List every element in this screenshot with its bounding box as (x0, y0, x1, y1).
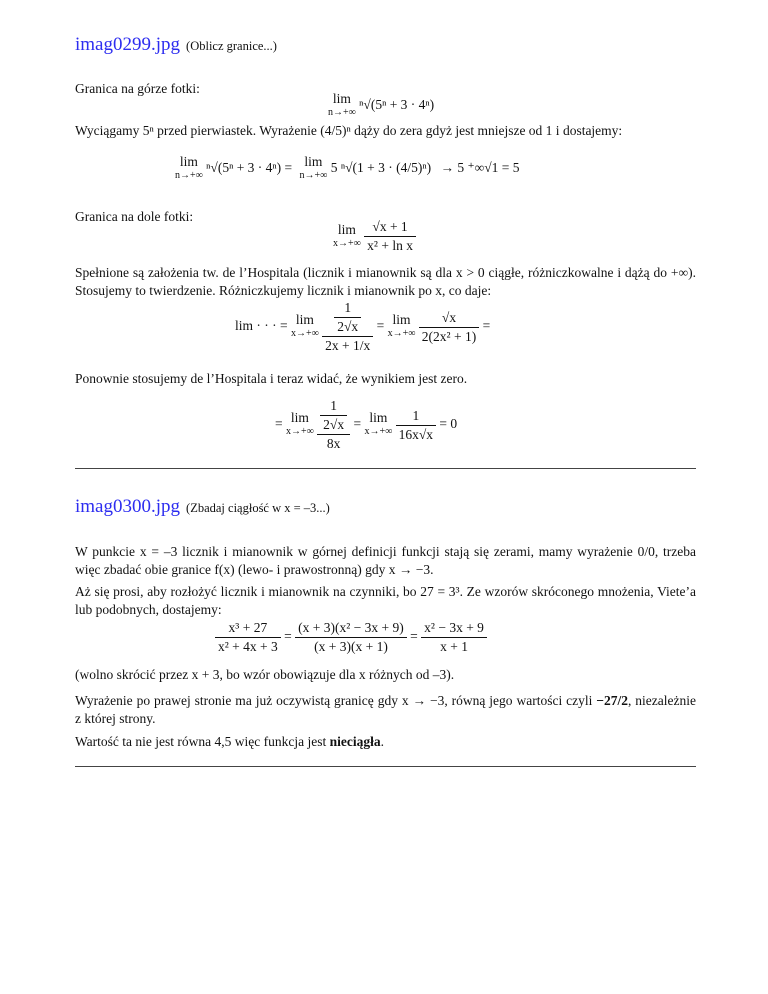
equation-limit-top: lim n→+∞ ⁿ√(5ⁿ + 3 · 4ⁿ) (328, 91, 435, 118)
equation-lhospital-2: = lim x→+∞ $\frac{\frac{1}{2√x}}{8x}$ = lim x→+∞ $\frac{1}{16x√x}$ = 0 (275, 398, 458, 451)
equation-lhospital-1: lim · · · = lim x→+∞ $\frac{\frac{1}{2√x}}{2x + 1/x}$ = lim x→+∞ $\frac{√x}{\text{2(2x² + 1)}}$ = (235, 300, 491, 353)
paragraph: Wartość ta nie jest równa 4,5 więc funkcja jest nieciągła. (75, 734, 384, 749)
section-1-title (75, 34, 277, 56)
paragraph: W punkcie x = –3 licznik i mianownik w górnej definicji funkcji stają się zerami, mamy wyrażenie 0/0, trzeba więc zbadać obie granice f(x) (lewo- i prawostronną) gdy x → −3. (75, 544, 696, 577)
equation-limit-bottom: lim x→+∞ $\frac{√x + 1}{\text{x² + ln x}}$ (333, 219, 416, 254)
result-value: −27/2 (596, 693, 628, 708)
paragraph: Granica na górze fotki: (75, 81, 200, 96)
equation-factorization: $\frac{\text{x³ + 27}}{\text{x² + 4x + 3}}$ = $\frac{\text{(x + 3)(x² − 3x + 9)}}{(x + 3)(x + 1)}$ = $\frac{\text{x² − 3x + 9}}{x + 1}$ (215, 620, 487, 655)
paragraph: Wyciągamy 5ⁿ przed pierwiastek. Wyrażenie (4/5)ⁿ dąży do zera gdyż jest mniejsze od 1 i dostajemy: (75, 123, 623, 138)
section-1-task: (Oblicz granice...) (186, 39, 277, 53)
equation-limit-top-solution: lim n→+∞ ⁿ√(5ⁿ + 3 · 4ⁿ) = lim n→+∞ 5 ⁿ√(1 + 3 · (4/5)ⁿ) → 5 ⁺∞√1 = 5 (175, 154, 520, 181)
paragraph: Granica na dole fotki: (75, 209, 194, 224)
section-2-task: (Zbadaj ciągłość w x = –3...) (186, 501, 330, 515)
section-1-filename: imag0299.jpg (75, 34, 181, 55)
document-page (75, 0, 696, 994)
divider (75, 766, 696, 767)
conclusion-word: nieciągła (329, 734, 381, 749)
paragraph: Wyrażenie po prawej stronie ma już oczywistą granicę gdy x → −3, równą jego wartości czyli −27/2, niezależnie z której strony. (75, 693, 696, 726)
paragraph: Aż się prosi, aby rozłożyć licznik i mianownik na czynniki, bo 27 = 3³. Ze wzorów skróconego mnożenia, Viete’a lub podobnych, dostajemy: (75, 584, 696, 617)
divider (75, 468, 696, 469)
paragraph: Ponownie stosujemy de l’Hospitala i teraz widać, że wynikiem jest zero. (75, 371, 468, 386)
section-2-filename: imag0300.jpg (75, 496, 181, 517)
section-2-title (75, 496, 330, 518)
paragraph: Spełnione są założenia tw. de l’Hospitala (licznik i mianownik są dla x > 0 ciągłe, różniczkowalne i dążą do +∞). Stosujemy to twierdzenie. Różniczkujemy licznik i mianownik po x, co daje: (75, 265, 696, 298)
paragraph: (wolno skrócić przez x + 3, bo wzór obowiązuje dla x różnych od –3). (75, 667, 455, 682)
